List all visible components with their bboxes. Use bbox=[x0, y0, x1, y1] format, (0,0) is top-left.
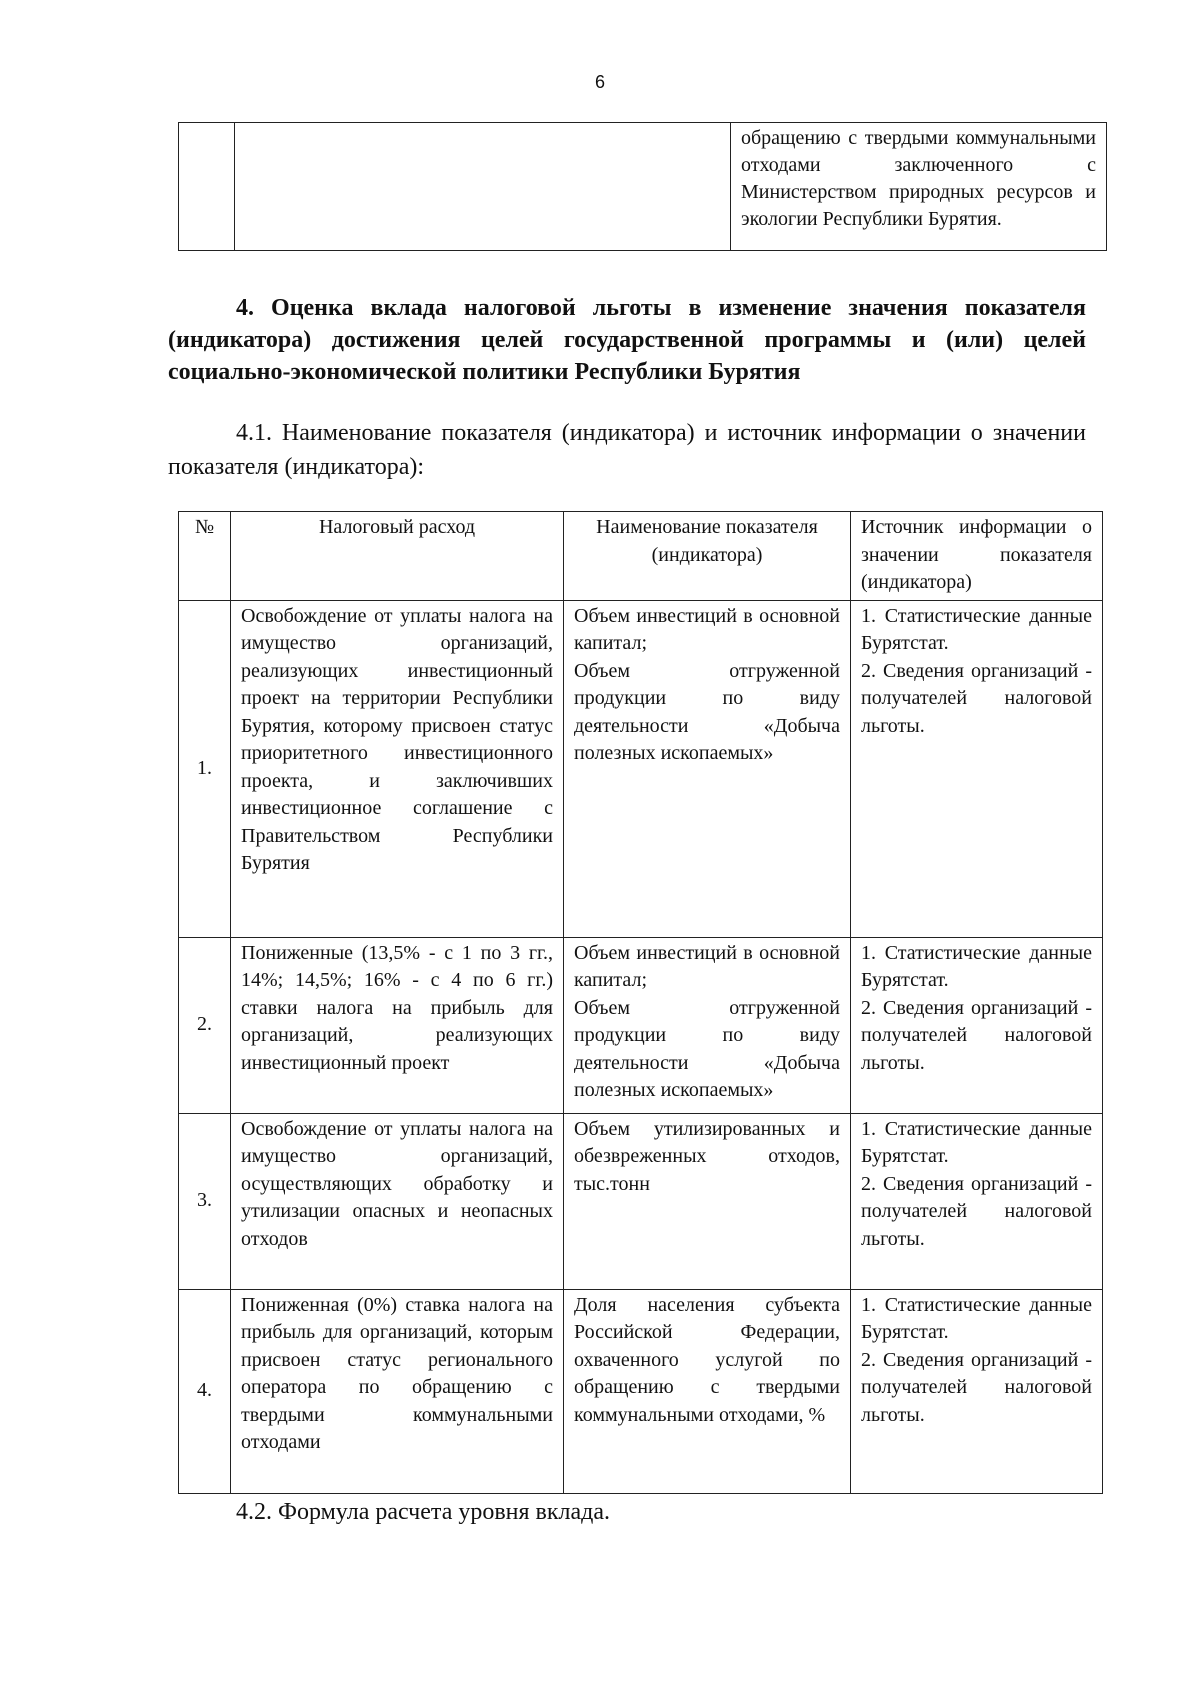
continued-cell-text: обращению с твердыми коммунальными отходами заключенного с Министерством природных ресурсов и экологии Республики Бурятия. bbox=[731, 123, 1107, 251]
header-indicator: Наименование показателя (индикатора) bbox=[564, 512, 851, 601]
table-row bbox=[179, 123, 1107, 251]
row-number: 3. bbox=[179, 1113, 231, 1289]
indicator-line: Доля населения субъекта Российской Федерации, охваченного услугой по обращению с твердыми коммунальными отходами, % bbox=[574, 1293, 840, 1426]
tax-expense-cell: Освобождение от уплаты налога на имущество организаций, осуществляющих обработку и утилизации опасных и неопасных отходов bbox=[231, 1113, 564, 1289]
source-cell bbox=[851, 1289, 1103, 1493]
table-row bbox=[179, 937, 1103, 1113]
source-line: 1. Статистические данные Бурятстат. bbox=[861, 1117, 1092, 1167]
paragraph-4-2: 4.2. Формула расчета уровня вклада. bbox=[236, 1499, 611, 1525]
table-header-row bbox=[179, 512, 1103, 601]
indicator-line: Объем отгруженной продукции по виду деятельности «Добыча полезных ископаемых» bbox=[574, 659, 840, 764]
table-row bbox=[179, 1113, 1103, 1289]
source-line: 2. Сведения организаций - получателей налоговой льготы. bbox=[861, 659, 1092, 737]
indicator-cell bbox=[564, 1289, 851, 1493]
indicator-cell bbox=[564, 937, 851, 1113]
indicator-line: Объем инвестиций в основной капитал; bbox=[574, 604, 840, 654]
source-cell bbox=[851, 1113, 1103, 1289]
source-line: 2. Сведения организаций - получателей налоговой льготы. bbox=[861, 996, 1092, 1074]
table-row bbox=[179, 1289, 1103, 1493]
header-expense: Налоговый расход bbox=[231, 512, 564, 601]
row-number: 1. bbox=[179, 600, 231, 937]
row-number: 4. bbox=[179, 1289, 231, 1493]
paragraph-4-1: 4.1. Наименование показателя (индикатора) и источник информации о значении показателя (индикатора): bbox=[168, 420, 1086, 480]
source-line: 1. Статистические данные Бурятстат. bbox=[861, 604, 1092, 654]
indicator-cell bbox=[564, 600, 851, 937]
indicator-line: Объем отгруженной продукции по виду деятельности «Добыча полезных ископаемых» bbox=[574, 996, 840, 1101]
indicator-line: Объем инвестиций в основной капитал; bbox=[574, 941, 840, 991]
header-num: № bbox=[179, 512, 231, 601]
indicator-cell bbox=[564, 1113, 851, 1289]
indicator-line: Объем утилизированных и обезвреженных отходов, тыс.тонн bbox=[574, 1117, 840, 1195]
tax-expense-cell: Освобождение от уплаты налога на имущество организаций, реализующих инвестиционный проект на территории Республики Бурятия, которому присвоен статус приоритетного инвестиционного проекта, и заключивших инвестиционное соглашение с Правительством Республики Бурятия bbox=[231, 600, 564, 937]
table-row bbox=[179, 600, 1103, 937]
tax-expense-cell: Пониженная (0%) ставка налога на прибыль для организаций, которым присвоен статус регионального оператора по обращению с твердыми коммунальными отходами bbox=[231, 1289, 564, 1493]
empty-cell bbox=[179, 123, 235, 251]
source-line: 2. Сведения организаций - получателей налоговой льготы. bbox=[861, 1172, 1092, 1250]
continued-table-fragment bbox=[178, 122, 1107, 251]
source-line: 1. Статистические данные Бурятстат. bbox=[861, 941, 1092, 991]
page-number: 6 bbox=[594, 72, 605, 92]
source-line: 1. Статистические данные Бурятстат. bbox=[861, 1293, 1092, 1343]
indicator-table bbox=[178, 511, 1103, 1494]
section-heading: 4. Оценка вклада налоговой льготы в изменение значения показателя (индикатора) достижения целей государственной программы и (или) целей социально-экономической политики Республики Бурятия bbox=[168, 295, 1086, 385]
row-number: 2. bbox=[179, 937, 231, 1113]
source-line: 2. Сведения организаций - получателей налоговой льготы. bbox=[861, 1348, 1092, 1426]
tax-expense-cell: Пониженные (13,5% - с 1 по 3 гг., 14%; 14,5%; 16% - с 4 по 6 гг.) ставки налога на прибыль для организаций, реализующих инвестиционный проект bbox=[231, 937, 564, 1113]
source-cell bbox=[851, 937, 1103, 1113]
empty-cell bbox=[235, 123, 731, 251]
source-cell bbox=[851, 600, 1103, 937]
header-source: Источник информации о значении показателя (индикатора) bbox=[851, 512, 1103, 601]
